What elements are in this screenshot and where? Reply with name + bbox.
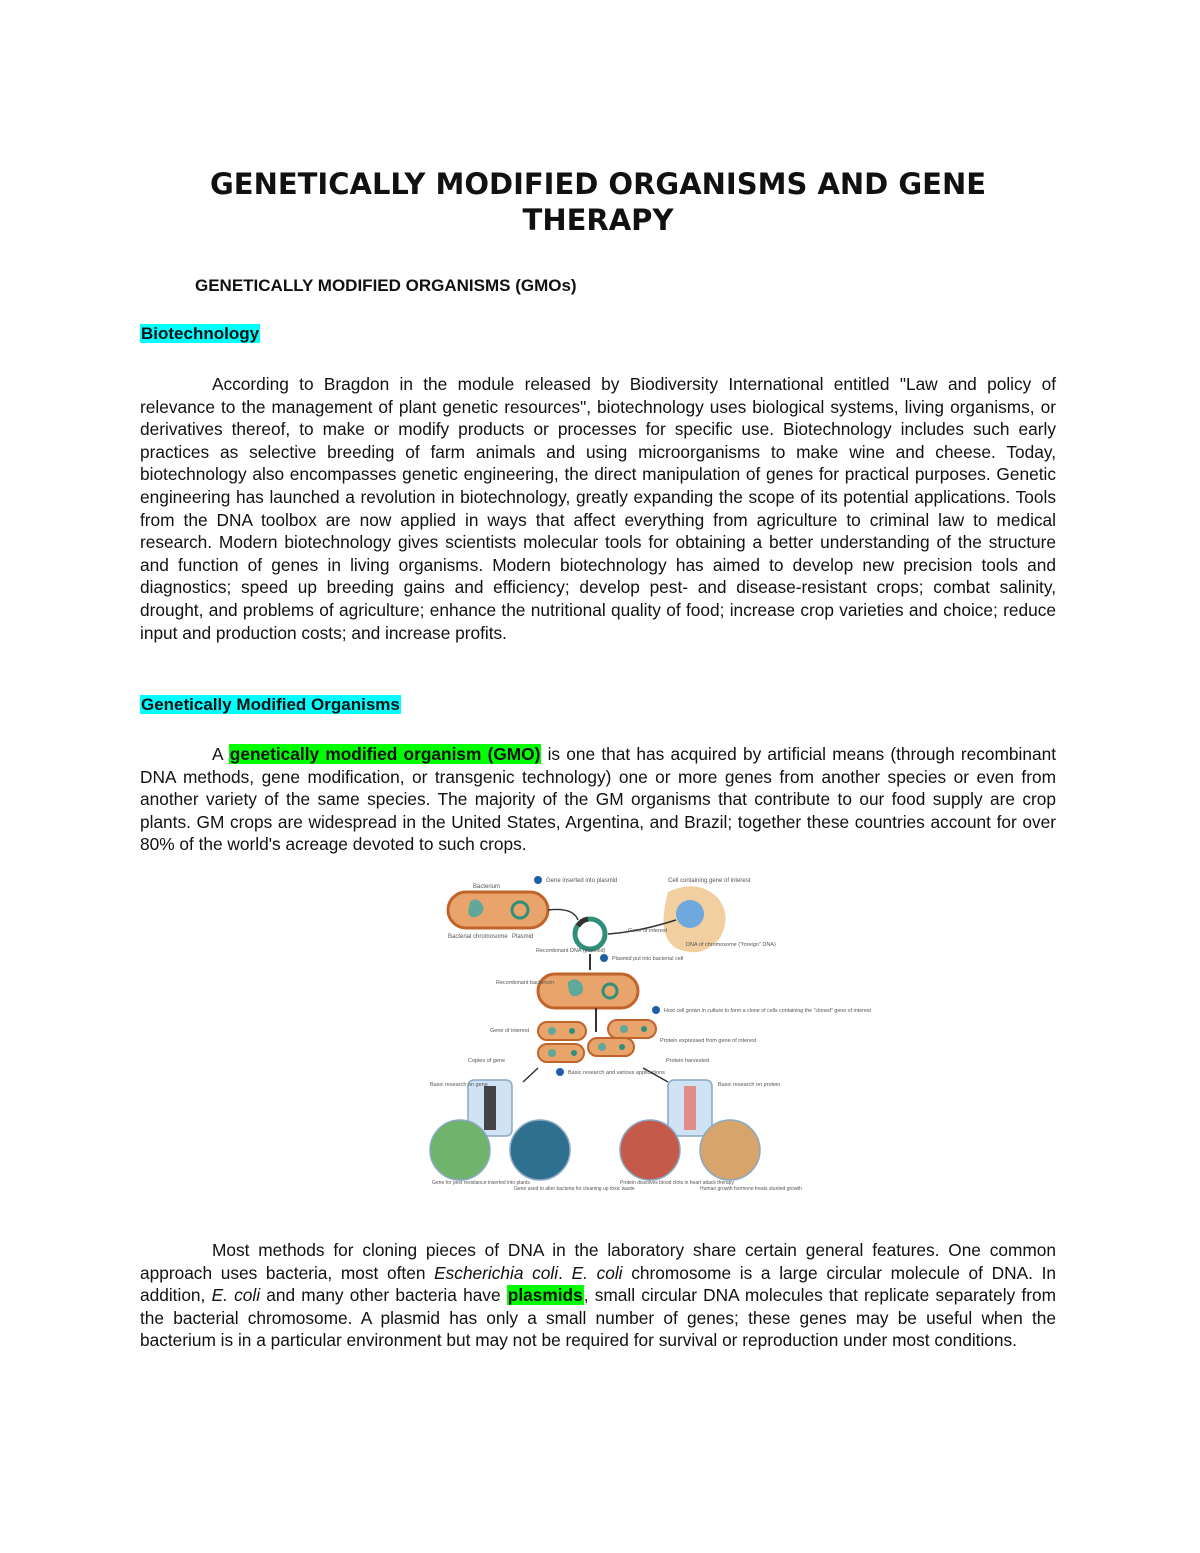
italic-e-coli-1: E. coli — [571, 1262, 623, 1283]
application-toxic-waste-image — [510, 1120, 570, 1180]
gene-cloning-diagram — [428, 872, 871, 1192]
italic-e-coli-2: E. coli — [211, 1285, 261, 1306]
section-subtitle: GENETICALLY MODIFIED ORGANISMS (GMOs) — [195, 276, 577, 295]
application-plants-image — [430, 1120, 490, 1180]
application-heart-image — [620, 1120, 680, 1180]
step-2-badge — [600, 954, 608, 962]
bacterium-shape — [448, 892, 548, 928]
label-basic-research-gene: Basic research on gene — [430, 1082, 488, 1088]
step-3-badge — [652, 1006, 660, 1014]
paragraph-gmo-rest: is one that has acquired by artificial means (through recombinant DNA methods, gene modification, or transgenic technology) one or more genes from another species or even from another variety of the same species. The majority of the GM organisms that contribute to our food supply are crop plants. GM crops are widespread in the United States, Argentina, and Brazil; together these countries account for over 80% of the world's acreage devoted to such crops. — [140, 744, 1056, 855]
paragraph-gmo-start: A — [212, 744, 229, 764]
paragraph-cloning-part1: Most methods for cloning pieces of DNA in the laboratory share certain general features. One common approach uses bacteria, most often — [140, 1240, 1056, 1283]
label-dna-chromosome: DNA of chromosome ("foreign" DNA) — [686, 942, 776, 948]
label-basic-research-protein: Basic research on protein — [718, 1082, 781, 1088]
label-gene-of-interest-2: Gene of interest — [490, 1028, 530, 1034]
protein-tube-sample-shape — [684, 1086, 696, 1130]
label-copies-of-gene: Copies of gene — [468, 1058, 505, 1064]
bacterium-diagram — [448, 892, 548, 928]
arrow-plasmid-to-recombinant — [548, 909, 578, 920]
caption-blood-clots: Protein dissolves blood clots in heart attack therapy — [620, 1180, 734, 1186]
italic-escherichia-coli: Escherichia coli — [434, 1262, 559, 1283]
paragraph-cloning-part5: , small circular DNA molecules that replicate separately from the bacterial chromosome. A plasmid has only a small number of genes; these genes may be useful when the bacterium is in a particular environment but may not be required for survival or reproduction under most conditions. — [140, 1285, 1057, 1351]
application-growth-image — [700, 1120, 760, 1180]
heading-gmo-text: Genetically Modified Organisms — [141, 695, 400, 714]
caption-growth-hormone: Human growth hormone treats stunted growth — [700, 1186, 802, 1192]
label-step4: Basic research and various applications — [568, 1070, 665, 1076]
heading-gmo — [140, 694, 401, 716]
label-step2: Plasmid put into bacterial cell — [612, 956, 684, 962]
paragraph-cloning-part4: and many other bacteria have — [260, 1285, 507, 1306]
label-recombinant-dna: Recombinant DNA (plasmid) — [536, 948, 606, 954]
paragraph-biotechnology — [140, 373, 1056, 644]
cell-nucleus-shape — [676, 900, 704, 928]
label-protein-expressed: Protein expressed from gene of interest — [660, 1038, 757, 1044]
gene-cloning-figure — [428, 872, 871, 1192]
caption-pest-resistance: Gene for pest resistance inserted into plants — [432, 1180, 530, 1186]
label-bacterial-chromosome: Bacterial chromosome — [448, 934, 508, 940]
label-plasmid: Plasmid — [512, 934, 534, 940]
arrow-to-gene-research — [523, 1068, 538, 1082]
highlight-plasmids: plasmids — [507, 1285, 583, 1306]
label-protein-harvested: Protein harvested — [666, 1058, 710, 1064]
paragraph-cloning-part3: chromosome is a large circular molecule of DNA. In addition, — [140, 1262, 1056, 1306]
paragraph-cloning — [140, 1239, 1056, 1352]
step-1-badge — [534, 876, 542, 884]
label-gene-of-interest: Gene of interest — [628, 928, 668, 934]
heading-biotechnology — [140, 323, 260, 345]
caption-toxic-waste: Gene used to alter bacteria for cleaning up toxic waste — [514, 1186, 635, 1192]
paragraph-biotechnology-text: According to Bragdon in the module released by Biodiversity International entitled "Law and policy of relevance to the management of plant genetic resources", biotechnology uses biological systems, living organisms, or derivatives thereof, to make or modify products or processes for specific use. Biotechnology includes such early practices as selective breeding of farm animals and using microorganisms to make wine and cheese. Today, biotechnology also encompasses genetic engineering, the direct manipulation of genes for practical purposes. Genetic engineering has launched a revolution in biotechnology, greatly expanding the scope of its potential applications. Tools from the DNA toolbox are now applied in ways that affect everything from agriculture to criminal law to medical research. Modern biotechnology gives scientists molecular tools for obtaining a better understanding of the structure and function of genes in living organisms. Modern biotechnology has aimed to develop new precision tools and diagnostics; speed up breeding gains and efficiency; develop pest- and disease-resistant crops; combat salinity, drought, and problems of agriculture; enhance the nutritional quality of food; increase crop varieties and choice; reduce input and production costs; and increase profits. — [140, 374, 1056, 643]
label-recombinant-bacterium: Recombinant bacterium — [496, 980, 555, 986]
paragraph-gmo — [140, 743, 1056, 856]
label-bacterium: Bacterium — [473, 884, 501, 890]
label-step1: Gene inserted into plasmid — [546, 878, 618, 884]
label-step3: Host cell grown in culture to form a clone of cells containing the "cloned" gene of interest — [664, 1008, 871, 1014]
paragraph-cloning-part2: . — [558, 1262, 572, 1283]
highlight-gmo-term: genetically modified organism (GMO) — [229, 744, 541, 764]
gene-tube-dna-shape — [484, 1086, 496, 1130]
heading-biotechnology-text: Biotechnology — [141, 324, 260, 343]
document-title: GENETICALLY MODIFIED ORGANISMS AND GENE THERAPY — [209, 167, 987, 237]
step-4-badge — [556, 1068, 564, 1076]
label-cell: Cell containing gene of interest — [668, 878, 751, 884]
